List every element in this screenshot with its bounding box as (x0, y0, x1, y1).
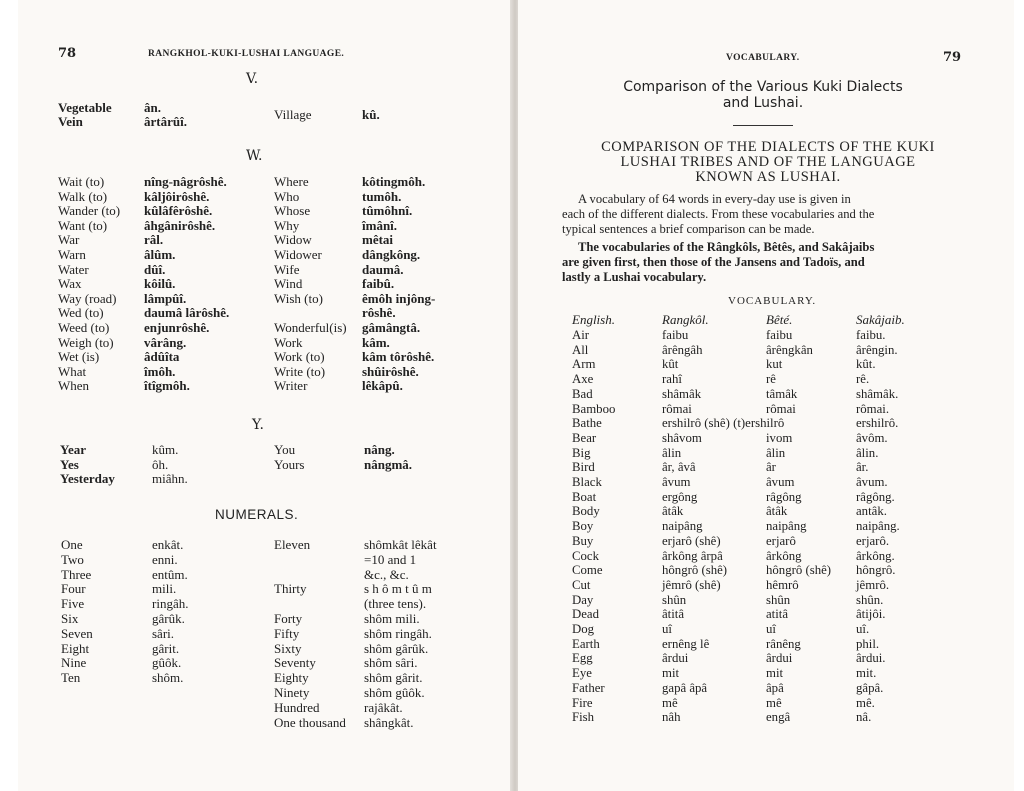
vocab-rangkol: nâh (662, 710, 681, 725)
vocab-english: Egg (572, 651, 593, 666)
vocab-english: Boy (572, 519, 594, 534)
vocab-bete: rômai (766, 401, 796, 416)
entry-english: Warn (58, 247, 86, 262)
entry-kuki: shôm ringâh. (364, 625, 432, 641)
entry-english: War (58, 232, 80, 248)
entry-english: Weigh (to) (58, 334, 114, 350)
vocab-sakajaib: jêmrô. (856, 577, 890, 592)
paragraph-line: A vocabulary of 64 words in every-day use is given in (578, 192, 851, 206)
entry-kuki: vârâng. (144, 334, 187, 350)
vocab-rangkol: uî (662, 622, 672, 636)
entry-kuki: tumôh. (362, 188, 402, 204)
entry-english: Why (274, 217, 300, 233)
vocab-bete: âlin (766, 445, 786, 460)
entry-kuki: &c., &c. (364, 566, 409, 582)
entry-english: What (58, 363, 87, 379)
entry-english: Who (274, 188, 300, 204)
entry-english: Ten (61, 670, 81, 686)
entry-english: Thirty (274, 581, 307, 597)
entry-english: When (58, 378, 90, 394)
vocab-sakajaib: shûn. (856, 592, 884, 607)
entry-kuki: dûî. (144, 261, 166, 277)
vocab-english: Big (572, 445, 591, 460)
entry-kuki: tûmôhnî. (362, 203, 413, 219)
vocab-bete: mê (766, 695, 782, 710)
numerals-heading: NUMERALS. (215, 507, 299, 522)
entry-kuki: âdûîta (144, 349, 180, 365)
section-title (578, 140, 958, 185)
entry-kuki: shôm mili. (364, 611, 420, 626)
vocab-sakajaib: shâmâk. (856, 386, 899, 401)
vocab-rangkol: âtâk (662, 504, 684, 519)
vocab-english: Cut (572, 577, 591, 592)
entry-english: Wax (58, 276, 82, 292)
entry-english: Walk (to) (58, 188, 108, 204)
entry-english: Vegetable (58, 100, 112, 115)
entry-english: Sixty (274, 640, 302, 656)
vocab-bete: ivom (766, 430, 793, 445)
vocab-bete: âr (766, 460, 776, 475)
vocab-english: Day (572, 592, 594, 607)
paragraph-line: are given first, then those of the Jansens and Tadoïs, and (562, 254, 865, 269)
entry-kuki: shûirôshê. (362, 363, 419, 379)
vocab-english: Bamboo (572, 401, 616, 416)
page-number: 79 (943, 50, 962, 65)
entry-english: Forty (274, 611, 303, 626)
entry-kuki: kûm. (152, 442, 179, 457)
vocab-sakajaib: rômai. (856, 401, 890, 416)
entry-kuki: shôm. (152, 670, 184, 686)
vocab-bete: ârêngkân (766, 342, 813, 357)
column-header-sakajaib: Sakâjaib. (856, 312, 905, 327)
vocab-rangkol: faibu (662, 328, 689, 342)
vocab-english: Fire (572, 695, 593, 710)
entry-kuki: enkât. (152, 537, 184, 552)
vocab-rangkol: shâvom (662, 430, 702, 445)
entry-english: Yes (60, 456, 79, 472)
vocab-bete: faibu (766, 328, 793, 342)
vocab-bete: hêmrô (766, 577, 799, 592)
entry-kuki: lâmpûî. (144, 290, 187, 306)
entry-english: Water (58, 261, 89, 277)
paragraph-line: typical sentences a brief comparison can be made. (562, 221, 815, 236)
vocab-bete: ârdui (766, 651, 793, 666)
entry-kuki: kâljôirôshê. (144, 188, 210, 204)
vocab-bete: mit (766, 666, 784, 681)
column-header-bete: Bêté. (766, 312, 793, 327)
vocab-sakajaib: rê. (856, 372, 870, 387)
entry-kuki: daumâ lârôshê. (144, 305, 230, 321)
left-page (18, 0, 512, 791)
entry-english: Seven (61, 625, 93, 641)
entry-english: Wed (to) (58, 305, 104, 321)
vocab-rangkol: âlin (662, 445, 682, 460)
vocab-sakajaib: hôngrô. (856, 563, 896, 578)
vocab-bete: shûn (766, 592, 791, 607)
section-title-line: LUSHAI TRIBES AND OF THE LANGUAGE (620, 154, 916, 170)
vocab-bete: hôngrô (shê) (766, 563, 832, 578)
entry-kuki: enni. (152, 551, 178, 567)
vocab-sakajaib: âr. (856, 460, 869, 475)
entry-kuki: ârtârûî. (144, 114, 187, 129)
vocab-sakajaib: âvôm. (856, 430, 888, 445)
entry-english: One (61, 537, 83, 552)
vocab-sakajaib: âlin. (856, 445, 879, 460)
vocabulary-heading: VOCABULARY. (728, 295, 817, 307)
entry-kuki: îtîgmôh. (144, 378, 190, 394)
vocab-rangkol: ârêngâh (662, 342, 703, 357)
entry-english: Three (61, 566, 92, 582)
entry-english: Where (274, 174, 309, 189)
vocab-sakajaib: ershilrô. (856, 416, 899, 431)
vocab-sakajaib: kût. (856, 357, 876, 372)
entry-english: Eleven (274, 537, 311, 552)
entry-kuki: sâri. (152, 625, 175, 641)
vocab-bete: âpâ (766, 680, 784, 695)
vocab-bete: râgông (766, 489, 802, 504)
page-number: 78 (58, 46, 77, 61)
entry-kuki: lêkâpû. (362, 378, 403, 394)
entry-kuki: enjunrôshê. (144, 320, 210, 335)
entry-english: You (274, 442, 296, 457)
entry-kuki: shôm sâri. (364, 655, 418, 671)
entry-kuki: dângkông. (362, 247, 421, 262)
vocab-bete: atitâ (766, 607, 789, 622)
entry-kuki: nângmâ. (364, 456, 413, 472)
vocab-rangkol: jêmrô (shê) (662, 577, 721, 592)
entry-kuki: gârit. (152, 640, 180, 656)
entry-kuki: rajâkât. (364, 699, 403, 715)
entry-kuki: êmôh injông- (362, 290, 436, 306)
entry-english: Fifty (274, 625, 300, 641)
vocab-english: Bird (572, 460, 595, 475)
vocab-rangkol: gapâ âpâ (662, 680, 708, 695)
entry-english: Four (61, 581, 86, 597)
vocab-rangkol: mê (662, 695, 678, 710)
vocab-rangkol: rômai (662, 401, 692, 416)
entry-kuki: kôtingmôh. (362, 174, 426, 189)
column-header-english: English. (572, 312, 615, 327)
entry-kuki: =10 and 1 (364, 551, 417, 567)
entry-english: Whose (274, 203, 311, 219)
vocab-rangkol: naipâng (662, 519, 703, 534)
entry-kuki: îmôh. (144, 363, 176, 379)
vocab-english: Eye (572, 666, 592, 681)
vocab-english: Bear (572, 430, 597, 445)
entry-english: Wet (is) (58, 349, 100, 365)
paragraph-line: each of the different dialects. From these vocabularies and the (562, 206, 875, 221)
vocab-sakajaib: phil. (856, 636, 880, 651)
entry-english: Yours (274, 456, 305, 472)
vocab-rangkol: rahî (662, 372, 682, 387)
entry-kuki: râl. (144, 232, 164, 248)
entry-kuki: kôilû. (144, 276, 176, 292)
vocab-rangkol: âvum (662, 475, 691, 489)
vocab-bete: erjarô (766, 533, 796, 548)
vocab-rangkol: âr, âvâ (662, 460, 696, 475)
entry-english: Widow (274, 232, 312, 248)
vocab-english: Black (572, 475, 602, 489)
entry-kuki: shôm gârit. (364, 670, 423, 686)
entry-english: Wonderful(is) (274, 320, 347, 335)
vocab-sakajaib: gâpâ. (856, 680, 884, 695)
entry-english: Widower (274, 247, 322, 262)
vocab-sakajaib: antâk. (856, 504, 887, 519)
entry-english: Weed (to) (58, 320, 110, 335)
vocab-english: Dog (572, 622, 595, 636)
entry-kuki: rôshê. (362, 305, 396, 321)
entry-english: Six (61, 611, 79, 626)
entry-english: Two (61, 551, 84, 567)
entry-english: Wind (274, 276, 303, 292)
entry-english: Year (60, 442, 86, 457)
vocab-bete: naipâng (766, 519, 807, 534)
vocab-sakajaib: mê. (856, 695, 875, 710)
chapter-title-line: Comparison of the Various Kuki Dialects (623, 79, 903, 95)
vocab-english: Cock (572, 548, 600, 563)
entry-english: Hundred (274, 699, 320, 715)
vocab-rangkol: âtitâ (662, 607, 685, 622)
vocab-bete: engâ (766, 710, 791, 725)
entry-english: Way (road) (58, 290, 117, 306)
entry-kuki: faibû. (362, 276, 395, 292)
vocab-english: Come (572, 563, 603, 578)
vocab-bete: uî (766, 622, 776, 636)
chapter-title (578, 79, 948, 111)
intro-paragraph-2 (562, 240, 960, 284)
vocab-english: Arm (572, 357, 596, 372)
vocab-english: Dead (572, 607, 599, 622)
section-title-line: COMPARISON OF THE DIALECTS OF THE KUKI (601, 139, 935, 155)
entry-kuki: entûm. (152, 566, 188, 582)
entry-kuki: shômkât lêkât (364, 537, 437, 552)
paragraph-line: The vocabularies of the Rângkôls, Bêtês, and Sakâjaibs (578, 240, 875, 254)
entry-kuki: âlûm. (144, 247, 176, 262)
vocab-sakajaib: ârêngin. (856, 342, 898, 357)
entry-kuki: shângkât. (364, 714, 414, 730)
entry-english: Work (274, 334, 303, 350)
vocab-bete: âvum (766, 475, 795, 489)
vocab-sakajaib: mit. (856, 666, 877, 681)
vocab-rangkol: ershilrô (shê) (t)ershilrô (662, 416, 785, 431)
vocab-sakajaib: âtijôi. (856, 607, 886, 622)
entry-english: Five (61, 596, 85, 612)
entry-kuki: mili. (152, 581, 177, 597)
running-head: RANGKHOL-KUKI-LUSHAI LANGUAGE. (148, 49, 345, 59)
vocab-rangkol: mit (662, 666, 680, 681)
vocab-rangkol: kût (662, 357, 679, 372)
vocab-english: Air (572, 328, 590, 342)
vocab-english: Body (572, 504, 600, 519)
entry-english: Nine (61, 655, 87, 671)
vocab-sakajaib: ârkông. (856, 548, 895, 563)
vocab-english: Axe (572, 372, 594, 387)
section-heading-v: V. (246, 71, 259, 87)
entry-english: Wait (to) (58, 174, 105, 189)
vocab-bete: rânêng (766, 636, 801, 651)
entry-kuki: kâm tôrôshê. (362, 349, 435, 365)
entry-english: Wife (274, 261, 300, 277)
entry-english: One thousand (274, 714, 346, 730)
paragraph-line: lastly a Lushai vocabulary. (562, 269, 707, 284)
entry-kuki: mêtai (362, 232, 394, 248)
entry-english: Yesterday (60, 471, 115, 487)
entry-english: Write (to) (274, 363, 326, 379)
entry-kuki: gûôk. (152, 655, 182, 671)
vocab-english: All (572, 342, 589, 357)
entry-english: Work (to) (274, 349, 325, 365)
vocab-rangkol: hôngrô (shê) (662, 563, 728, 578)
entry-kuki: daumâ. (362, 261, 404, 277)
vocab-bete: tâmâk (766, 386, 798, 401)
entry-kuki: ringâh. (152, 596, 189, 612)
entry-english: Wish (to) (274, 290, 323, 306)
entry-kuki: âhgânirôshê. (144, 217, 216, 233)
vocab-sakajaib: âvum. (856, 475, 888, 489)
vocab-rangkol: ârkông ârpâ (662, 548, 723, 563)
vocab-english: Buy (572, 533, 594, 548)
entry-kuki: miâhn. (152, 471, 188, 487)
vocab-english: Father (572, 680, 605, 695)
section-heading-y: Y. (252, 417, 264, 433)
vocab-bete: âtâk (766, 504, 788, 519)
title-rule (733, 125, 793, 126)
entry-kuki: kû. (362, 107, 380, 122)
right-page (518, 0, 1014, 791)
entry-english: Seventy (274, 655, 316, 671)
vocab-rangkol: ergông (662, 489, 698, 504)
entry-kuki: ôh. (152, 456, 169, 472)
entry-english: Eighty (274, 670, 309, 686)
vocab-sakajaib: râgông. (856, 489, 895, 504)
vocab-english: Earth (572, 636, 600, 651)
entry-english: Want (to) (58, 217, 108, 233)
vocab-english: Bathe (572, 416, 602, 431)
entry-english: Vein (58, 114, 83, 129)
entry-kuki: gâmângtâ. (362, 320, 421, 335)
vocab-sakajaib: erjarô. (856, 533, 890, 548)
column-header-rangkol: Rangkôl. (662, 312, 709, 327)
entry-english: Eight (61, 640, 90, 656)
entry-kuki: shôm gârûk. (364, 640, 429, 656)
entry-kuki: gârûk. (152, 611, 185, 626)
entry-english: Writer (274, 378, 308, 394)
vocab-rangkol: shâmâk (662, 386, 702, 401)
vocab-sakajaib: faibu. (856, 328, 886, 342)
vocab-bete: kut (766, 357, 783, 372)
entry-kuki: ân. (144, 100, 161, 115)
vocab-english: Bad (572, 386, 593, 401)
entry-kuki: kâm. (362, 334, 390, 350)
vocab-bete: ârkông (766, 548, 802, 563)
vocab-bete: rê (766, 372, 776, 387)
entry-kuki: nâng. (364, 442, 395, 457)
entry-kuki: îmânî. (362, 217, 398, 233)
section-heading-w: W. (246, 148, 263, 164)
entry-english: Village (274, 107, 312, 122)
vocab-rangkol: ârdui (662, 651, 689, 666)
entry-english: Ninety (274, 685, 310, 700)
vocab-sakajaib: nâ. (856, 710, 872, 725)
vocab-english: Boat (572, 489, 597, 504)
running-head: VOCABULARY. (726, 53, 800, 63)
entry-kuki: (three tens). (364, 596, 427, 612)
intro-paragraph-1 (562, 192, 960, 236)
vocab-sakajaib: uî. (856, 622, 870, 636)
entry-kuki: s h ô m t û m (364, 581, 432, 597)
vocab-rangkol: shûn (662, 592, 687, 607)
entry-kuki: nîng-nâgrôshê. (144, 174, 227, 189)
vocab-sakajaib: naipâng. (856, 519, 900, 534)
entry-kuki: kûlâfêrôshê. (144, 203, 213, 219)
vocab-rangkol: erjarô (shê) (662, 533, 721, 548)
entry-english: Wander (to) (58, 203, 121, 219)
vocab-english: Fish (572, 710, 595, 725)
vocab-sakajaib: ârdui. (856, 651, 886, 666)
chapter-title-line: and Lushai. (722, 95, 804, 111)
entry-kuki: shôm gûôk. (364, 685, 425, 700)
section-title-line: KNOWN AS LUSHAI. (695, 169, 841, 185)
vocab-rangkol: ernêng lê (662, 636, 710, 651)
